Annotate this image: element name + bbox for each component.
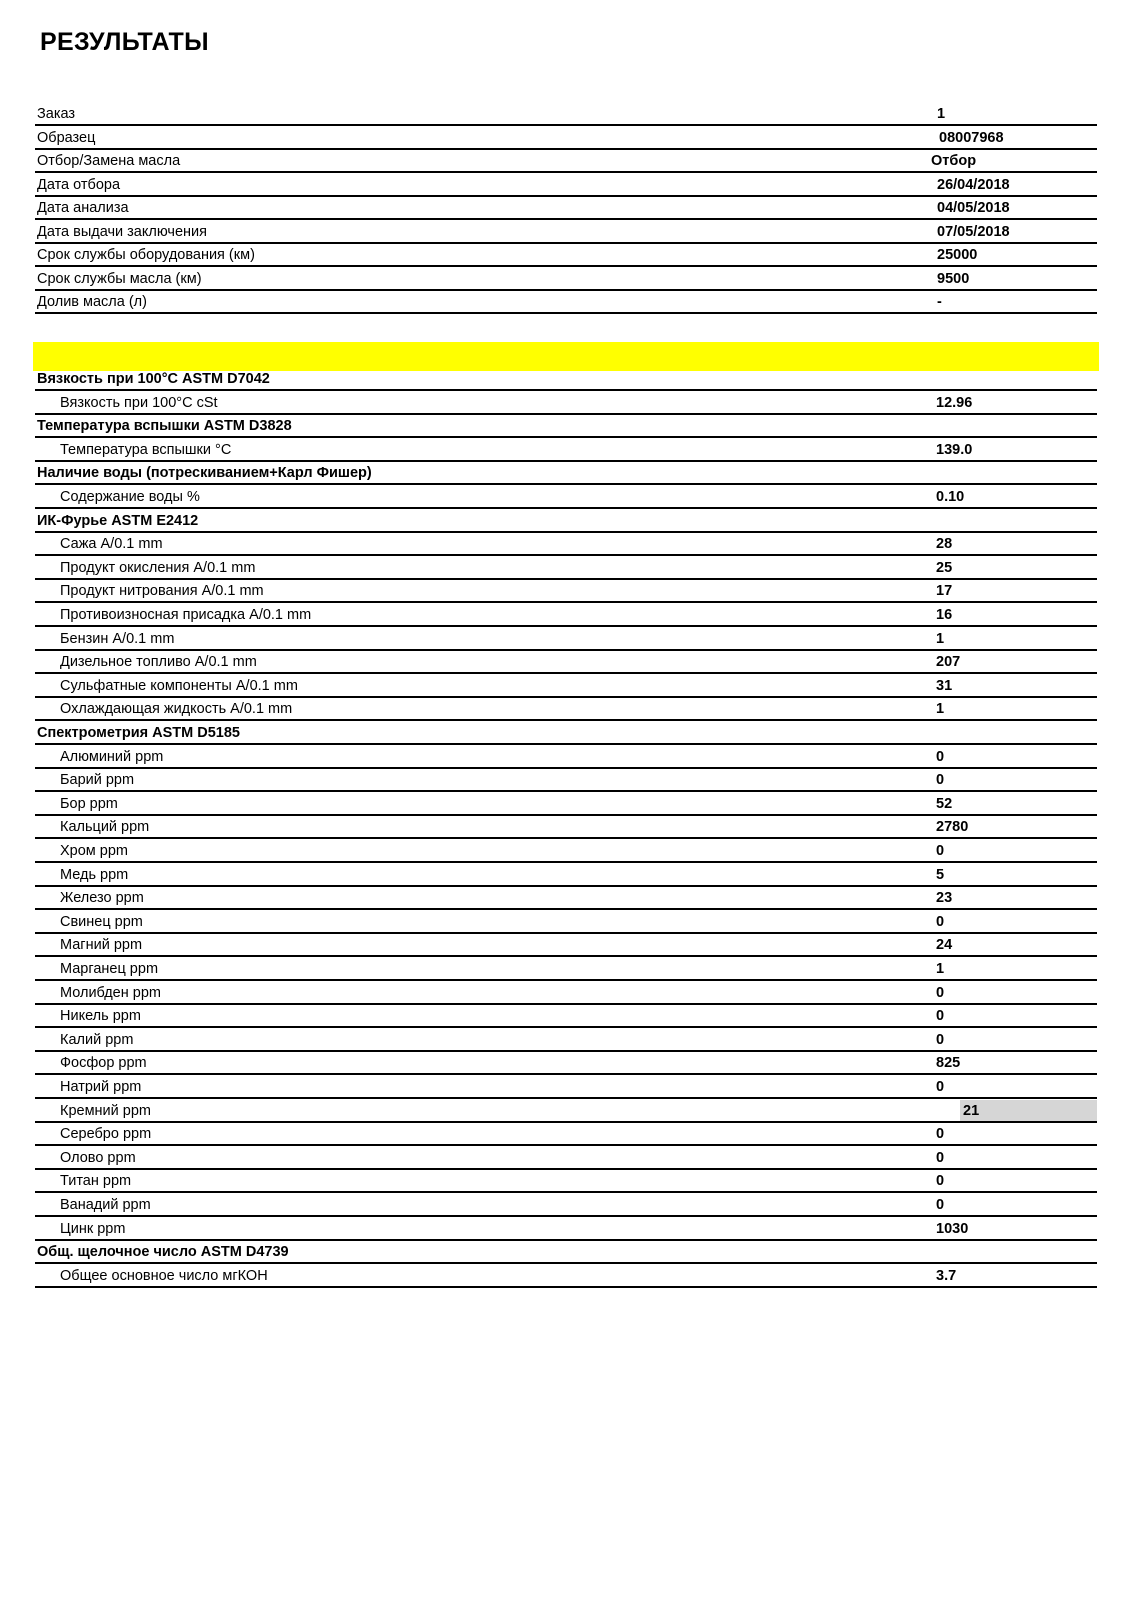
parameter-label: Медь ppm [60, 866, 129, 883]
result-row [35, 439, 1097, 462]
info-label: Срок службы масла (км) [37, 270, 202, 287]
info-label: Заказ [37, 106, 76, 122]
info-value: 1 [937, 106, 946, 122]
parameter-label: Калий ppm [60, 1031, 134, 1048]
parameter-value: 0 [936, 984, 945, 1001]
result-row [35, 1076, 1097, 1099]
highlight-band [33, 342, 1099, 371]
parameter-label: Бор ppm [60, 795, 118, 812]
parameter-value: 825 [936, 1055, 961, 1072]
result-row [35, 911, 1097, 934]
parameter-value: 1 [936, 630, 945, 647]
parameter-value: 0 [936, 913, 945, 930]
parameter-value: 21 [960, 1100, 1097, 1121]
parameter-value: 3.7 [936, 1267, 957, 1284]
parameter-label: Молибден ppm [60, 984, 161, 1001]
section-header-row [35, 722, 1097, 745]
parameter-label: Фосфор ppm [60, 1055, 147, 1072]
info-row [35, 268, 1097, 291]
result-row [35, 1147, 1097, 1170]
info-row [35, 174, 1097, 197]
parameter-label: Сажа A/0.1 mm [60, 536, 163, 553]
result-row [35, 816, 1097, 839]
parameter-value: 1 [936, 701, 945, 718]
result-row [35, 864, 1097, 887]
section-title: ИК-Фурье ASTM E2412 [37, 512, 199, 529]
parameter-value: 23 [936, 890, 953, 907]
page-title: РЕЗУЛЬТАТЫ [40, 28, 209, 56]
parameter-value: 1030 [936, 1220, 969, 1237]
info-row [35, 127, 1097, 150]
result-row [35, 392, 1097, 415]
parameter-label: Ванадий ppm [60, 1197, 151, 1213]
parameter-value: 0 [936, 1126, 945, 1143]
section-header-row [35, 1241, 1097, 1264]
parameter-value: 207 [936, 654, 961, 671]
result-row [35, 1029, 1097, 1052]
parameter-value: 0 [936, 748, 945, 765]
info-label: Дата выдачи заключения [37, 223, 207, 240]
result-row [35, 604, 1097, 627]
parameter-label: Барий ppm [60, 772, 135, 789]
result-row [35, 746, 1097, 769]
parameter-value: 12.96 [936, 394, 973, 411]
section-header-row [35, 462, 1097, 485]
result-row [35, 982, 1097, 1005]
result-row [35, 1100, 1097, 1123]
parameter-label: Общее основное число мгКОН [60, 1267, 268, 1284]
parameter-value: 16 [936, 607, 953, 623]
result-row [35, 557, 1097, 580]
parameter-label: Алюминий ppm [60, 748, 164, 765]
result-row [35, 1170, 1097, 1193]
parameter-label: Сульфатные компоненты A/0.1 mm [60, 677, 298, 694]
info-row [35, 150, 1097, 173]
parameter-label: Магний ppm [60, 937, 143, 954]
info-row [35, 291, 1097, 314]
info-row [35, 197, 1097, 220]
info-value: 25000 [937, 247, 978, 264]
parameter-label: Противоизносная присадка A/0.1 mm [60, 607, 312, 623]
info-label: Дата отбора [37, 176, 121, 193]
parameter-value: 0 [936, 1197, 945, 1213]
result-row [35, 769, 1097, 792]
result-row [35, 651, 1097, 674]
section-title: Спектрометрия ASTM D5185 [37, 725, 240, 741]
parameter-value: 2780 [936, 819, 969, 836]
section-title: Вязкость при 100°С ASTM D7042 [37, 371, 270, 387]
info-row [35, 103, 1097, 126]
parameter-label: Бензин A/0.1 mm [60, 630, 175, 647]
result-row [35, 1005, 1097, 1028]
result-row [35, 1123, 1097, 1146]
info-label: Образец [37, 129, 96, 146]
info-value: 26/04/2018 [937, 176, 1010, 193]
result-row [35, 533, 1097, 556]
parameter-value: 31 [936, 677, 953, 694]
parameter-value: 0.10 [936, 489, 965, 505]
result-row [35, 958, 1097, 981]
parameter-value: 25 [936, 559, 953, 576]
parameter-value: 17 [936, 583, 953, 600]
parameter-label: Титан ppm [60, 1173, 132, 1190]
info-row [35, 221, 1097, 244]
result-row [35, 486, 1097, 509]
parameter-label: Железо ppm [60, 890, 144, 907]
result-row [35, 580, 1097, 603]
section-header-row [35, 368, 1097, 391]
parameter-value: 1 [936, 961, 945, 977]
section-title: Наличие воды (потрескиванием+Карл Фишер) [37, 465, 372, 482]
info-value: - [937, 294, 942, 311]
parameter-value: 0 [936, 1031, 945, 1048]
parameter-label: Дизельное топливо A/0.1 mm [60, 654, 257, 671]
info-value: Отбор [931, 153, 977, 170]
parameter-value: 0 [936, 1173, 945, 1190]
parameter-value: 0 [936, 843, 945, 859]
parameter-label: Температура вспышки °С [60, 441, 232, 458]
info-label: Долив масла (л) [37, 294, 147, 311]
info-value: 04/05/2018 [937, 200, 1010, 217]
result-row [35, 1052, 1097, 1075]
parameter-value: 0 [936, 772, 945, 789]
info-value: 07/05/2018 [937, 223, 1010, 240]
result-row [35, 1265, 1097, 1288]
info-label: Отбор/Замена масла [37, 153, 181, 170]
parameter-label: Серебро ppm [60, 1126, 152, 1143]
result-row [35, 1194, 1097, 1217]
parameter-label: Вязкость при 100°С cSt [60, 394, 218, 411]
parameter-label: Никель ppm [60, 1008, 141, 1025]
parameter-label: Продукт окисления A/0.1 mm [60, 559, 256, 576]
parameter-value: 28 [936, 536, 953, 553]
parameter-label: Натрий ppm [60, 1079, 142, 1095]
parameter-label: Кремний ppm [60, 1102, 151, 1119]
result-row [35, 628, 1097, 651]
result-row [35, 793, 1097, 816]
parameter-label: Марганец ppm [60, 961, 159, 977]
parameter-label: Свинец ppm [60, 913, 143, 930]
parameter-label: Цинк ppm [60, 1220, 126, 1237]
info-label: Срок службы оборудования (км) [37, 247, 255, 264]
result-row [35, 675, 1097, 698]
info-label: Дата анализа [37, 200, 129, 217]
result-row [35, 934, 1097, 957]
section-title: Температура вспышки ASTM D3828 [37, 418, 292, 435]
result-row [35, 840, 1097, 863]
parameter-value: 0 [936, 1149, 945, 1166]
info-value: 9500 [937, 270, 970, 287]
parameter-value: 0 [936, 1008, 945, 1025]
section-header-row [35, 415, 1097, 438]
parameter-value: 0 [936, 1079, 945, 1095]
result-row [35, 698, 1097, 721]
result-row [35, 1218, 1097, 1241]
parameter-value: 139.0 [936, 441, 973, 458]
parameter-label: Продукт нитрования A/0.1 mm [60, 583, 264, 600]
parameter-value: 24 [936, 937, 953, 954]
parameter-label: Кальций ppm [60, 819, 150, 836]
parameter-label: Хром ppm [60, 843, 129, 859]
parameter-label: Олово ppm [60, 1149, 136, 1166]
section-title: Общ. щелочное число ASTM D4739 [37, 1244, 289, 1261]
result-row [35, 887, 1097, 910]
parameter-value: 5 [936, 866, 945, 883]
parameter-value: 52 [936, 795, 953, 812]
parameter-label: Охлаждающая жидкость A/0.1 mm [60, 701, 293, 718]
info-value: 08007968 [939, 129, 1004, 146]
info-row [35, 244, 1097, 267]
parameter-label: Содержание воды % [60, 489, 200, 505]
section-header-row [35, 510, 1097, 533]
